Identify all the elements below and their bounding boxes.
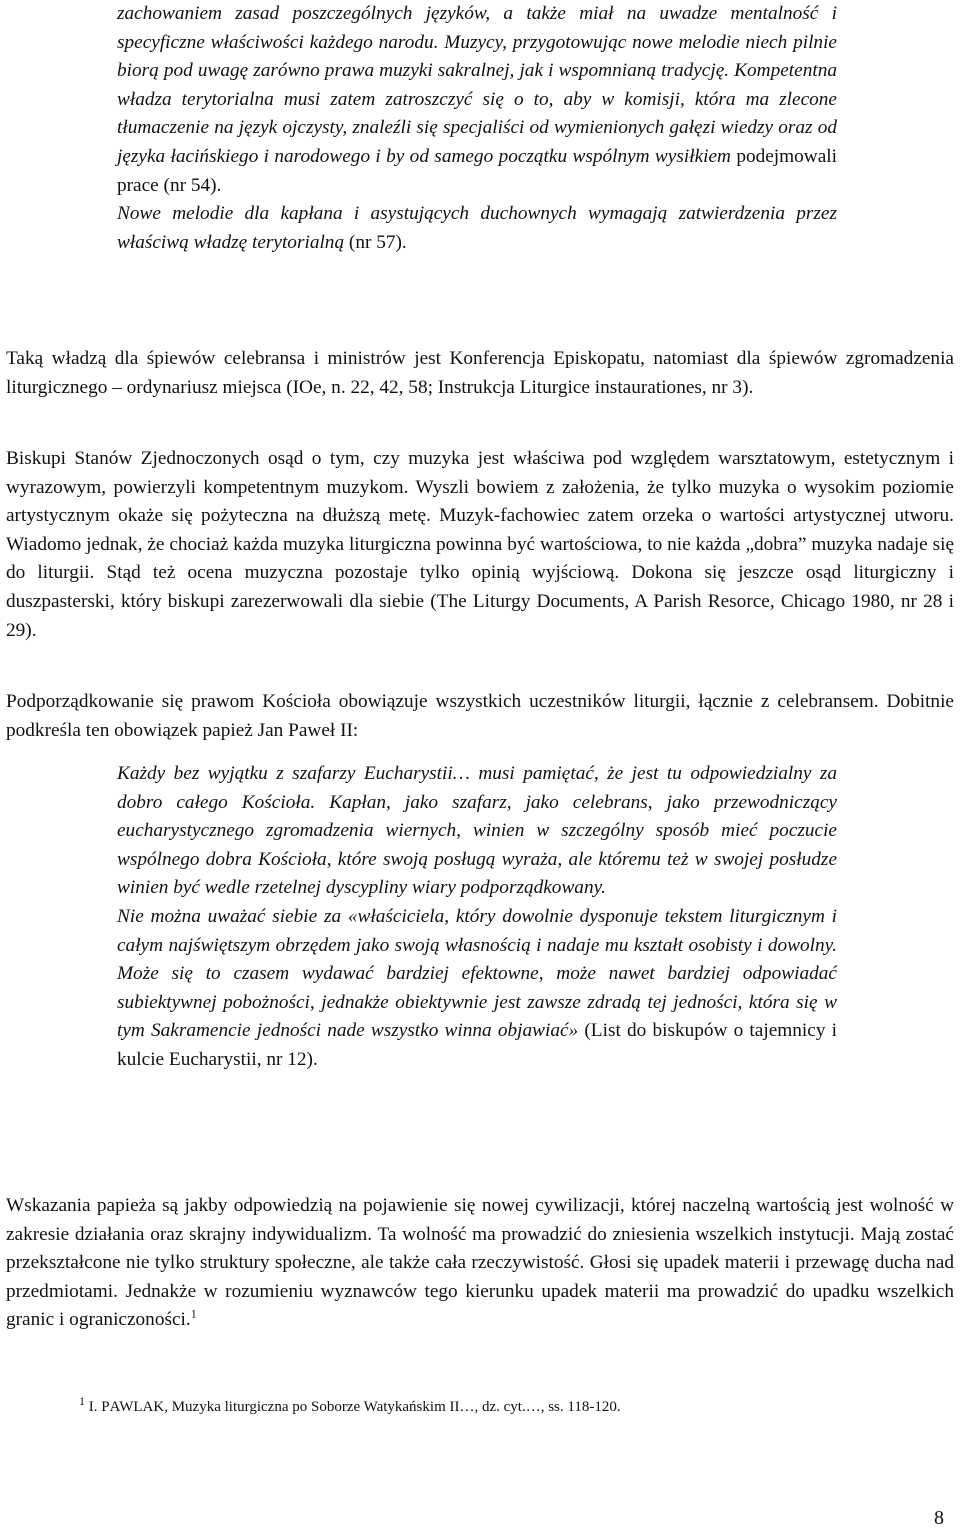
- paragraph-3: Podporządkowanie się prawom Kościoła obowiązuje wszystkich uczestników liturgii, łącznie z celebransem. Dobitnie podkreśla ten obowiązek papież Jan Paweł II:: [6, 691, 954, 741]
- top-quote-paragraph: [117, 0, 837, 200]
- footnote-reference[interactable]: 1: [190, 1306, 197, 1321]
- paragraph-4-text: Wskazania papieża są jakby odpowiedzią na pojawienie się nowej cywilizacji, której naczelną wartością jest wolność w zakresie działania oraz skrajny indywidualizm. Ta wolność ma prowadzić do zniesienia wszelkich instytucji. Mają zostać przekształcone nie tylko struktury społeczne, ale także cała rzeczywistość. Głosi się upadek materii i przewagę ducha nad przedmiotami. Jednakże w rozumieniu wyznawców tego kierunku upadek materii ma prowadzić do upadku wszelkich granic i ograniczoności.: [6, 1195, 954, 1331]
- papal-quote-part-2-paragraph: [117, 903, 837, 1075]
- footnote-text: , Muzyka liturgiczna po Soborze Watykańskim II…, dz. cyt.…, ss. 118-120.: [164, 1399, 621, 1415]
- page-number: 8: [934, 1507, 944, 1529]
- top-quote-paragraph-2: [117, 200, 837, 257]
- top-quote-italic-2: Nowe melodie dla kapłana i asystujących duchownych wymagają zatwierdzenia przez właściwą władzę terytorialną: [117, 203, 837, 253]
- paragraph-4: [6, 1192, 954, 1335]
- footnote-author-rest: AWLAK: [109, 1399, 165, 1415]
- top-quote-plain: podejmowali prace (nr 54).: [117, 145, 837, 196]
- top-quote-plain-2: (nr 57).: [348, 231, 407, 253]
- paragraph-1: Taką władzą dla śpiewów celebransa i ministrów jest Konferencja Episkopatu, natomiast dla śpiewów zgromadzenia liturgicznego – ordynariusz miejsca (IOe, n. 22, 42, 58; Instrukcja Liturgice instaurationes, nr 3).: [6, 348, 954, 398]
- papal-quote-citation: (List do biskupów o tajemnicy i kulcie Eucharystii, nr 12).: [117, 1020, 837, 1070]
- footnote: [79, 1394, 621, 1417]
- papal-quote-part-2: Nie można uważać siebie za «właściciela, który dowolnie dysponuje tekstem liturgicznym i całym najświętszym obrzędem jako swoją własnością i nadaje mu kształt osobisty i dowolny. Może się to czasem wydawać bardziej efektowne, może nawet bardziej odpowiadać subiektywnej pobożności, jednakże obiektywnie jest zawsze zdradą tej jedności, która się w tym Sakramencie jedności nade wszystko winna objawiać»: [117, 905, 837, 1042]
- footnote-author-initial: I. P: [88, 1399, 110, 1415]
- top-quote-italic: zachowaniem zasad poszczególnych języków, a także miał na uwadze mentalność i specyficzne właściwości każdego narodu. Muzycy, przygotowując nowe melodie niech pilnie biorą pod uwagę zarówno prawa muzyki sakralnej, jak i wspomnianą tradycję. Kompetentna władza terytorialna musi zatem zatroszczyć się o to, aby w komisji, która ma zlecone tłumaczenie na język ojczysty, znaleźli się specjaliści od wymienionych gałęzi wiedzy oraz od języka łacińskiego i narodowego i by od samego początku wspólnym wysiłkiem: [117, 3, 837, 167]
- papal-quote-block: [117, 760, 837, 1075]
- paragraph-2: Biskupi Stanów Zjednoczonych osąd o tym, czy muzyka jest właściwa pod względem warsztatowym, estetycznym i wyrazowym, powierzyli kompetentnym muzykom. Wyszli bowiem z założenia, że tylko muzyka o wysokim poziomie artystycznym okaże się pożyteczna na dłuższą metę. Muzyk-fachowiec zatem orzeka o wartości artystycznej utworu. Wiadomo jednak, że chociaż każda muzyka liturgiczna powinna być wartościowa, to nie każda „dobra” muzyka nadaje się do liturgii. Stąd też ocena muzyczna pozostaje tylko opinią wyjściową. Dokona się jeszcze osąd liturgiczny i duszpasterski, który biskupi zarezerwowali dla siebie (The Liturgy Documents, A Parish Resorce, Chicago 1980, nr 28 i 29).: [6, 448, 954, 641]
- top-quote-block: [117, 0, 837, 257]
- footnote-number: 1: [79, 1394, 85, 1408]
- papal-quote-part-1: Każdy bez wyjątku z szafarzy Eucharystii… musi pamiętać, że jest tu odpowiedzialny za dobro całego Kościoła. Kapłan, jako szafarz, jako celebrans, jako przewodniczący eucharystycznego zgromadzenia wiernych, winien w szczególny sposób mieć poczucie wspólnego dobra Kościoła, które swoją posługą wyraża, ale któremu też w swojej posłudze winien być wedle rzetelnej dyscypliny wiary podporządkowany.: [117, 763, 837, 899]
